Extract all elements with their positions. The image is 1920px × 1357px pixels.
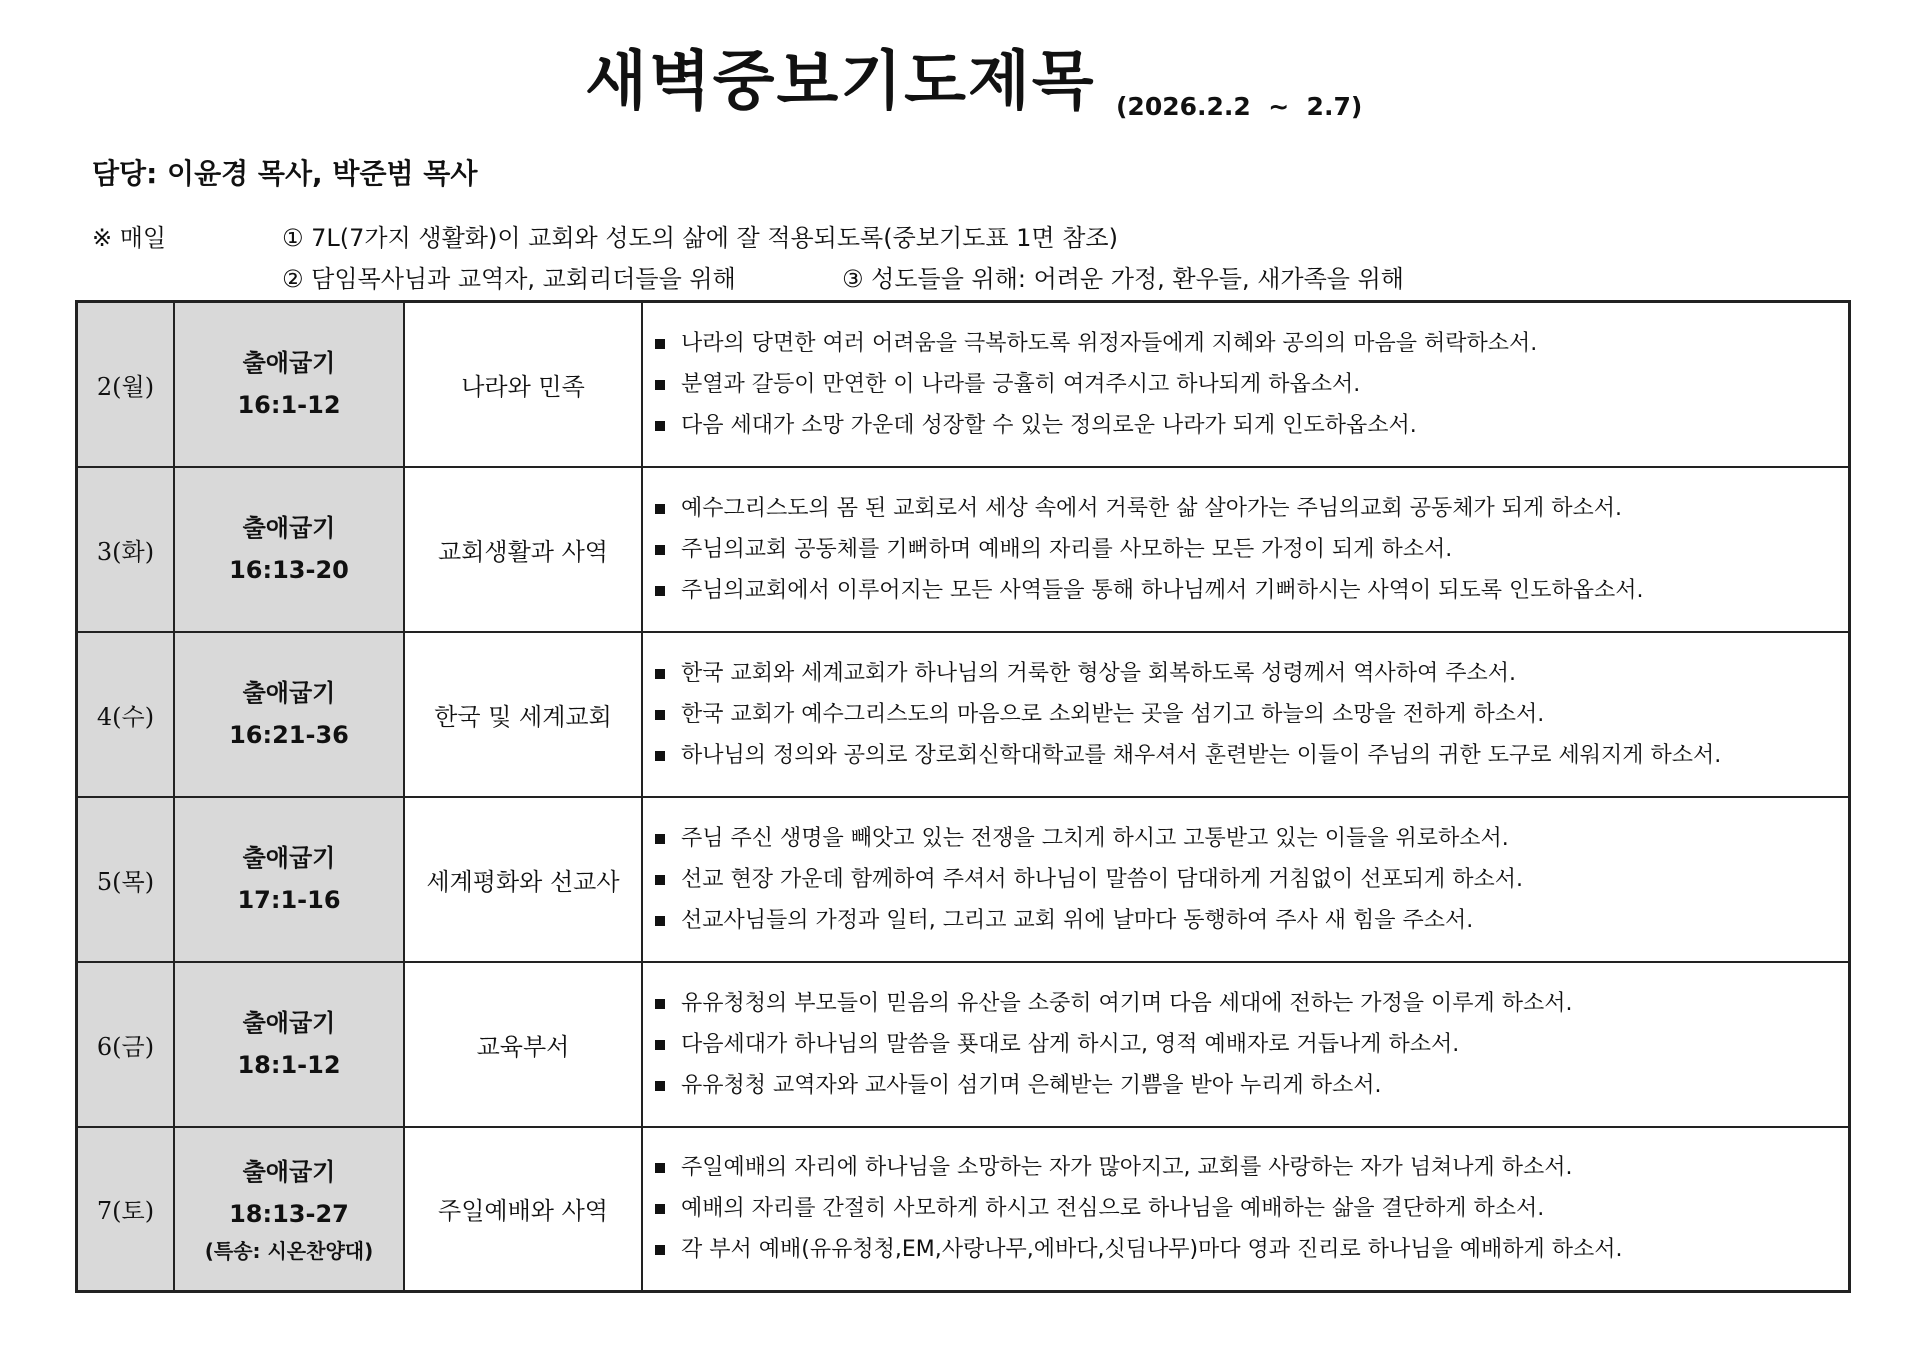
prayer-item (651, 1147, 1848, 1188)
title-row (0, 40, 1920, 140)
scripture-cell (174, 467, 404, 632)
topic-cell: 한국 및 세계교회 (404, 632, 642, 797)
square-bullet-icon (655, 875, 665, 885)
prayer-items-cell (642, 632, 1850, 797)
daily-item: ③ 성도들을 위해: 어려운 가정, 환우들, 새가족을 위해 (842, 265, 1404, 293)
prayer-item (651, 1188, 1848, 1229)
prayer-item-text: 한국 교회와 세계교회가 하나님의 거룩한 형상을 회복하도록 성령께서 역사하여 주소서. (681, 660, 1517, 686)
prayer-item (651, 1024, 1848, 1065)
prayer-item-text: 예배의 자리를 간절히 사모하게 하시고 전심으로 하나님을 예배하는 삶을 결단하게 하소서. (681, 1196, 1545, 1222)
day-cell: 3(화) (77, 467, 175, 632)
square-bullet-icon (655, 1204, 665, 1214)
scripture-cell (174, 302, 404, 467)
prayer-item-text: 다음세대가 하나님의 말씀을 푯대로 삼게 하시고, 영적 예배자로 거듭나게 하소서. (681, 1031, 1460, 1057)
scripture-passage: 16:1-12 (237, 391, 341, 420)
prayer-item (651, 900, 1848, 941)
prayer-item-list (651, 818, 1848, 941)
scripture-note: (특송: 시온찬양대) (204, 1238, 374, 1263)
prayer-item (651, 323, 1848, 364)
schedule-row (77, 467, 1850, 632)
scripture-passage: 16:21-36 (229, 721, 349, 749)
square-bullet-icon (655, 1245, 665, 1255)
scripture-cell (174, 797, 404, 962)
daily-label: ※ 매일 (92, 224, 167, 252)
in-charge-text: 담당: 이윤경 목사, 박준범 목사 (92, 157, 478, 190)
scripture-passage: 18:1-12 (237, 1051, 341, 1079)
prayer-item (651, 488, 1848, 529)
prayer-item-text: 각 부서 예배(유유청청,EM,사랑나무,에바다,싯딤나무)마다 영과 진리로 하나님을 예배하게 하소서. (681, 1237, 1623, 1263)
square-bullet-icon (655, 1163, 665, 1173)
prayer-items-cell (642, 962, 1850, 1127)
prayer-item-list (651, 653, 1848, 776)
square-bullet-icon (655, 1040, 665, 1050)
scripture-cell (174, 632, 404, 797)
square-bullet-icon (655, 916, 665, 926)
day-cell: 5(목) (77, 797, 175, 962)
day-cell: 4(수) (77, 632, 175, 797)
day-cell: 2(월) (77, 302, 175, 467)
daily-item: ② 담임목사님과 교역자, 교회리더들을 위해 (282, 265, 736, 293)
prayer-item-text: 한국 교회가 예수그리스도의 마음으로 소외받는 곳을 섬기고 하늘의 소망을 전하게 하소서. (681, 701, 1545, 727)
schedule-row (77, 302, 1850, 467)
scripture-passage: 18:13-27 (229, 1199, 349, 1228)
topic-cell: 세계평화와 선교사 (404, 797, 642, 962)
square-bullet-icon (655, 586, 665, 596)
prayer-item-list (651, 488, 1848, 611)
prayer-item (651, 529, 1848, 570)
square-bullet-icon (655, 710, 665, 720)
prayer-item (651, 1229, 1848, 1270)
prayer-item-text: 주님 주신 생명을 빼앗고 있는 전쟁을 그치게 하시고 고통받고 있는 이들을 위로하소서. (681, 825, 1509, 851)
prayer-item-text: 하나님의 정의와 공의로 장로회신학대학교를 채우셔서 훈련받는 이들이 주님의 귀한 도구로 세워지게 하소서. (681, 742, 1722, 768)
prayer-item (651, 364, 1848, 405)
square-bullet-icon (655, 1081, 665, 1091)
prayer-item-text: 예수그리스도의 몸 된 교회로서 세상 속에서 거룩한 삶 살아가는 주님의교회 공동체가 되게 하소서. (681, 495, 1622, 521)
prayer-item (651, 694, 1848, 735)
topic-cell: 교육부서 (404, 962, 642, 1127)
topic-cell: 주일예배와 사역 (404, 1127, 642, 1292)
prayer-item-text: 주일예배의 자리에 하나님을 소망하는 자가 많아지고, 교회를 사랑하는 자가 넘쳐나게 하소서. (681, 1155, 1573, 1181)
scripture-cell (174, 962, 404, 1127)
prayer-item (651, 859, 1848, 900)
prayer-item-text: 유유청청의 부모들이 믿음의 유산을 소중히 여기며 다음 세대에 전하는 가정을 이루게 하소서. (681, 990, 1573, 1016)
prayer-item-text: 나라의 당면한 여러 어려움을 극복하도록 위정자들에게 지혜와 공의의 마음을 허락하소서. (681, 330, 1538, 356)
scripture-cell (174, 1127, 404, 1292)
schedule-row (77, 962, 1850, 1127)
prayer-item-text: 선교사님들의 가정과 일터, 그리고 교회 위에 날마다 동행하여 주사 새 힘을 주소서. (681, 907, 1474, 933)
scripture-passage: 16:13-20 (229, 556, 349, 584)
schedule-row (77, 1127, 1850, 1292)
square-bullet-icon (655, 669, 665, 679)
prayer-item (651, 1065, 1848, 1106)
square-bullet-icon (655, 999, 665, 1009)
page-title: 새벽중보기도제목 (585, 45, 1096, 119)
prayer-item (651, 653, 1848, 694)
prayer-item (651, 735, 1848, 776)
prayer-item (651, 818, 1848, 859)
prayer-items-cell (642, 1127, 1850, 1292)
prayer-item-text: 다음 세대가 소망 가운데 성장할 수 있는 정의로운 나라가 되게 인도하옵소서. (681, 412, 1417, 438)
prayer-item (651, 983, 1848, 1024)
prayer-item-text: 유유청청 교역자와 교사들이 섬기며 은혜받는 기쁨을 받아 누리게 하소서. (681, 1072, 1382, 1098)
prayer-schedule-table (75, 300, 1851, 1293)
scripture-book: 출애굽기 (242, 349, 336, 378)
prayer-item-list (651, 1147, 1848, 1270)
scripture-book: 출애굽기 (242, 514, 336, 542)
square-bullet-icon (655, 421, 665, 431)
prayer-items-cell (642, 467, 1850, 632)
prayer-item (651, 570, 1848, 611)
day-cell: 7(토) (77, 1127, 175, 1292)
prayer-item-text: 분열과 갈등이 만연한 이 나라를 긍휼히 여겨주시고 하나되게 하옵소서. (681, 371, 1361, 397)
square-bullet-icon (655, 504, 665, 514)
scripture-book: 출애굽기 (242, 844, 336, 872)
square-bullet-icon (655, 834, 665, 844)
prayer-items-cell (642, 302, 1850, 467)
prayer-item-list (651, 323, 1848, 446)
prayer-item (651, 405, 1848, 446)
schedule-row (77, 797, 1850, 962)
square-bullet-icon (655, 380, 665, 390)
scripture-book: 출애굽기 (242, 679, 336, 707)
daily-item: ① 7L(7가지 생활화)이 교회와 성도의 삶에 잘 적용되도록(중보기도표 1면 참조) (282, 224, 1118, 252)
square-bullet-icon (655, 339, 665, 349)
scripture-book: 출애굽기 (242, 1157, 336, 1186)
topic-cell: 교회생활과 사역 (404, 467, 642, 632)
topic-cell: 나라와 민족 (404, 302, 642, 467)
schedule-row (77, 632, 1850, 797)
scripture-book: 출애굽기 (242, 1009, 336, 1037)
square-bullet-icon (655, 751, 665, 761)
date-range: (2026.2.2 ~ 2.7) (1116, 92, 1363, 121)
prayer-items-cell (642, 797, 1850, 962)
square-bullet-icon (655, 545, 665, 555)
scripture-passage: 17:1-16 (237, 886, 341, 914)
day-cell: 6(금) (77, 962, 175, 1127)
prayer-item-text: 주님의교회에서 이루어지는 모든 사역들을 통해 하나님께서 기뻐하시는 사역이 되도록 인도하옵소서. (681, 577, 1644, 603)
prayer-item-text: 선교 현장 가운데 함께하여 주셔서 하나님이 말씀이 담대하게 거침없이 선포되게 하소서. (681, 866, 1523, 892)
prayer-item-text: 주님의교회 공동체를 기뻐하며 예배의 자리를 사모하는 모든 가정이 되게 하소서. (681, 536, 1453, 562)
prayer-item-list (651, 983, 1848, 1106)
